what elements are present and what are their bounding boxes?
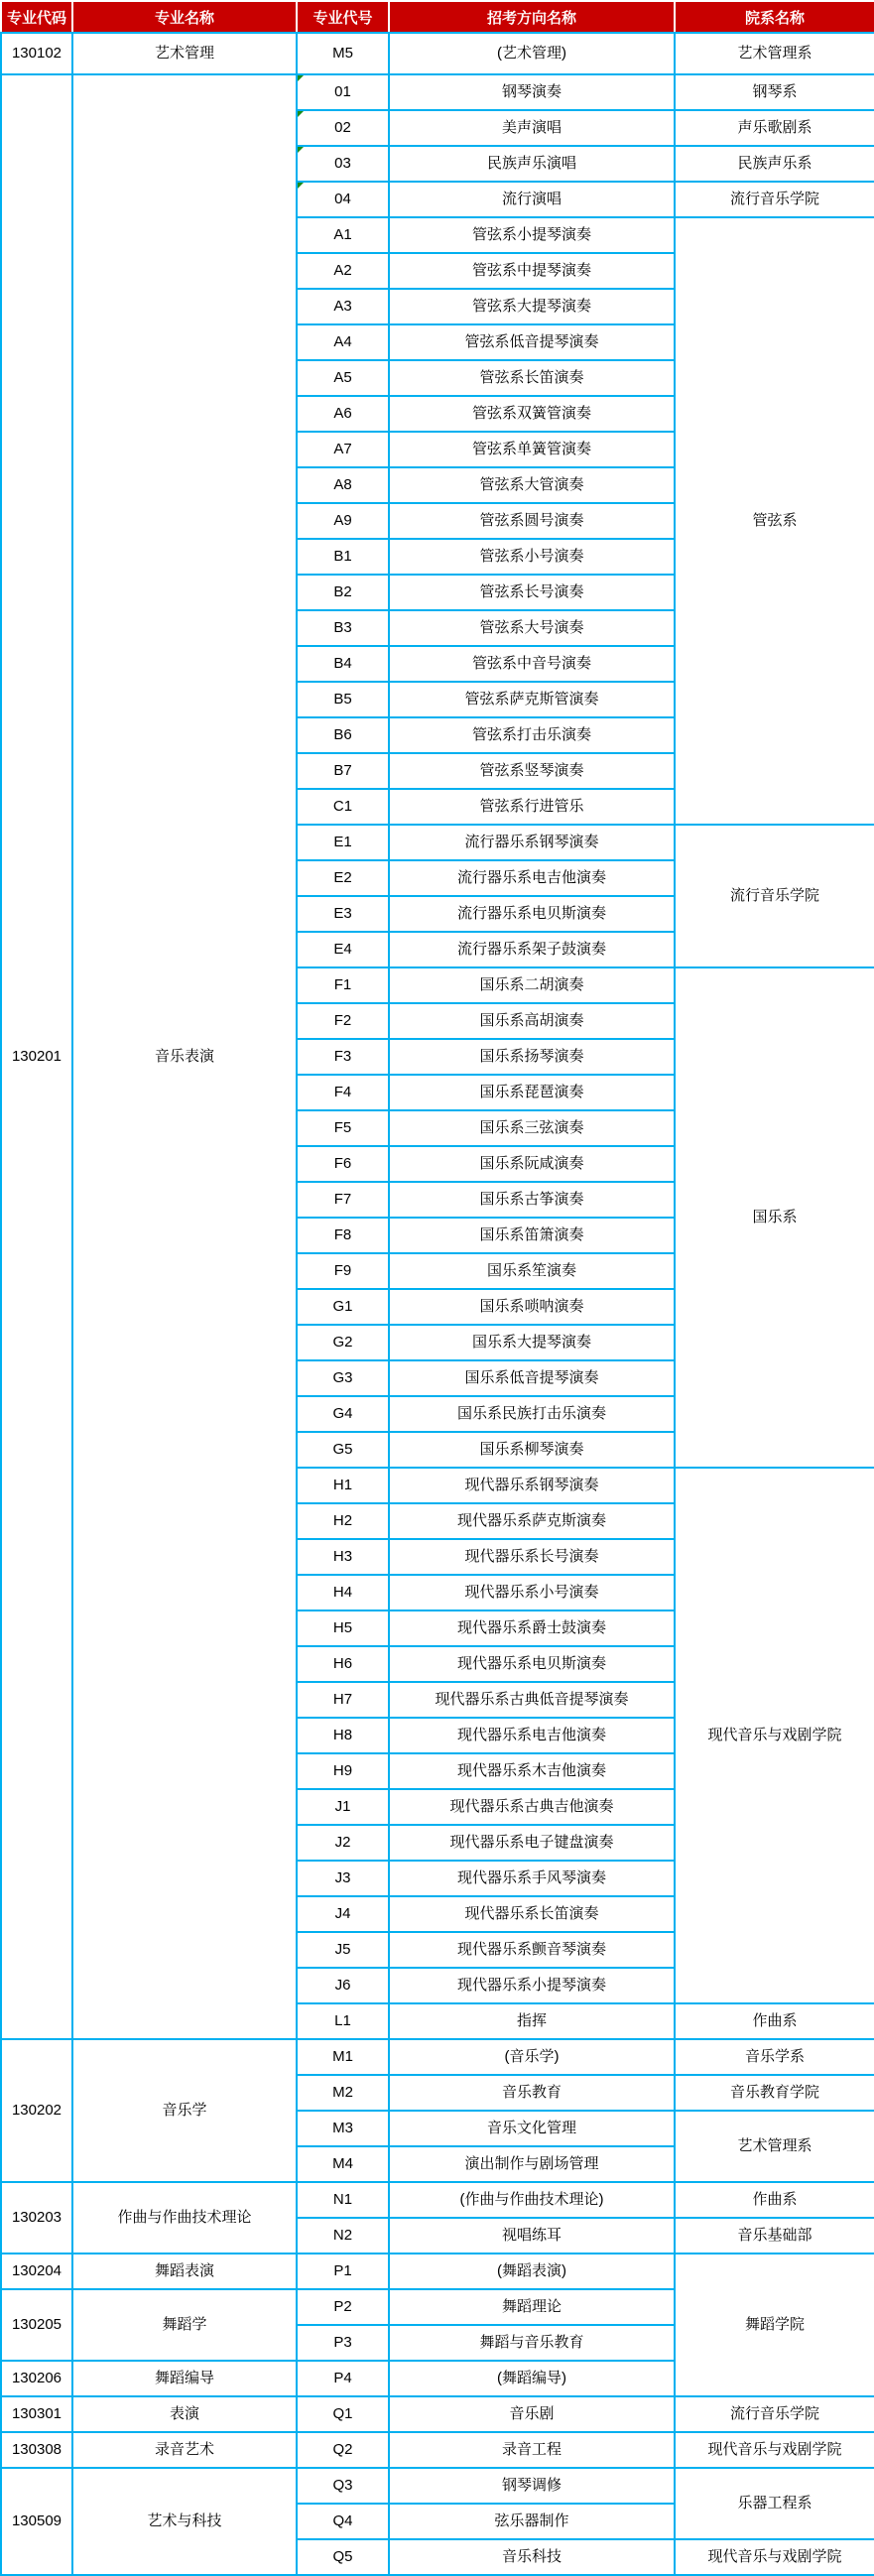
table-row xyxy=(1,2254,874,2289)
direction-code-cell xyxy=(297,2396,389,2432)
direction-code-cell xyxy=(297,2182,389,2218)
major-code-cell: 130204 xyxy=(1,2254,72,2289)
table-row xyxy=(1,2396,874,2432)
direction-code-cell xyxy=(297,1146,389,1182)
direction-name-cell: 现代器乐系电子键盘演奏 xyxy=(389,1825,675,1861)
direction-name-cell: 舞蹈与音乐教育 xyxy=(389,2325,675,2361)
direction-code-text: F6 xyxy=(333,1155,352,1173)
direction-code-cell xyxy=(297,967,389,1003)
direction-code-cell xyxy=(297,789,389,825)
direction-name-cell: 视唱练耳 xyxy=(389,2218,675,2254)
direction-code-cell xyxy=(297,1718,389,1753)
col-header-major-code: 专业代码 xyxy=(1,1,72,33)
direction-name-cell: 音乐文化管理 xyxy=(389,2111,675,2146)
direction-code-cell xyxy=(297,2361,389,2396)
direction-name-cell: (艺术管理) xyxy=(389,33,675,74)
direction-name-cell: 演出制作与剧场管理 xyxy=(389,2146,675,2182)
direction-code-cell xyxy=(297,1289,389,1325)
direction-name-cell: 现代器乐系手风琴演奏 xyxy=(389,1861,675,1896)
direction-code-text: H1 xyxy=(332,1477,353,1494)
direction-code-text: N1 xyxy=(332,2191,353,2209)
direction-code-text: J5 xyxy=(334,1941,351,1959)
direction-code-text: B3 xyxy=(333,619,352,637)
direction-name-cell: 音乐科技 xyxy=(389,2539,675,2575)
direction-name-cell: 国乐系民族打击乐演奏 xyxy=(389,1396,675,1432)
department-cell: 乐器工程系 xyxy=(675,2468,874,2539)
direction-code-cell xyxy=(297,825,389,860)
header-row xyxy=(1,1,874,33)
major-name-cell: 艺术管理 xyxy=(72,33,297,74)
major-name-cell: 录音艺术 xyxy=(72,2432,297,2468)
direction-code-cell xyxy=(297,1468,389,1503)
direction-name-cell: 现代器乐系爵士鼓演奏 xyxy=(389,1610,675,1646)
direction-code-cell xyxy=(297,253,389,289)
direction-code-text: 04 xyxy=(334,191,351,208)
direction-name-cell: 现代器乐系小提琴演奏 xyxy=(389,1968,675,2003)
direction-name-cell: (音乐学) xyxy=(389,2039,675,2075)
direction-code-text: H4 xyxy=(332,1584,353,1602)
direction-code-cell xyxy=(297,1218,389,1253)
direction-code-text: Q1 xyxy=(332,2405,353,2423)
direction-code-text: P1 xyxy=(333,2262,352,2280)
direction-name-cell: 管弦系小号演奏 xyxy=(389,539,675,575)
direction-code-cell xyxy=(297,110,389,146)
direction-name-cell: 流行器乐系电贝斯演奏 xyxy=(389,896,675,932)
direction-code-text: A7 xyxy=(333,441,352,458)
direction-code-cell xyxy=(297,33,389,74)
direction-code-text: G4 xyxy=(332,1405,353,1423)
direction-code-cell xyxy=(297,1896,389,1932)
direction-code-text: 01 xyxy=(334,83,351,101)
direction-code-cell xyxy=(297,2325,389,2361)
direction-code-cell xyxy=(297,2039,389,2075)
direction-name-cell: 现代器乐系木吉他演奏 xyxy=(389,1753,675,1789)
cell-corner-marker-icon xyxy=(298,111,304,117)
direction-code-cell xyxy=(297,1075,389,1110)
department-cell: 流行音乐学院 xyxy=(675,825,874,967)
direction-code-text: P2 xyxy=(333,2298,352,2316)
department-cell: 流行音乐学院 xyxy=(675,2396,874,2432)
direction-name-cell: 管弦系长笛演奏 xyxy=(389,360,675,396)
direction-code-text: G5 xyxy=(332,1441,353,1459)
direction-code-text: P3 xyxy=(333,2334,352,2352)
department-cell: 作曲系 xyxy=(675,2003,874,2039)
direction-name-cell: 流行器乐系电吉他演奏 xyxy=(389,860,675,896)
major-name-cell: 舞蹈编导 xyxy=(72,2361,297,2396)
direction-code-text: M2 xyxy=(332,2084,353,2102)
direction-name-cell: 现代器乐系古典吉他演奏 xyxy=(389,1789,675,1825)
direction-code-text: A4 xyxy=(333,333,352,351)
direction-code-text: F5 xyxy=(333,1119,352,1137)
direction-name-cell: 钢琴演奏 xyxy=(389,74,675,110)
direction-code-cell xyxy=(297,1575,389,1610)
direction-code-cell xyxy=(297,467,389,503)
direction-name-cell: (作曲与作曲技术理论) xyxy=(389,2182,675,2218)
direction-code-text: N2 xyxy=(332,2227,353,2245)
col-header-major-name: 专业名称 xyxy=(72,1,297,33)
department-cell: 流行音乐学院 xyxy=(675,182,874,217)
direction-code-cell xyxy=(297,2146,389,2182)
direction-code-text: A3 xyxy=(333,298,352,316)
department-cell: 音乐基础部 xyxy=(675,2218,874,2254)
direction-code-text: A9 xyxy=(333,512,352,530)
direction-name-cell: 管弦系萨克斯管演奏 xyxy=(389,682,675,717)
direction-code-cell xyxy=(297,74,389,110)
direction-code-cell xyxy=(297,682,389,717)
direction-code-cell xyxy=(297,396,389,432)
direction-code-cell xyxy=(297,1825,389,1861)
direction-name-cell: 现代器乐系电贝斯演奏 xyxy=(389,1646,675,1682)
direction-code-text: F1 xyxy=(333,976,352,994)
direction-code-cell xyxy=(297,1932,389,1968)
direction-name-cell: 管弦系行进管乐 xyxy=(389,789,675,825)
direction-name-cell: 管弦系双簧管演奏 xyxy=(389,396,675,432)
department-cell: 现代音乐与戏剧学院 xyxy=(675,1468,874,2003)
direction-name-cell: 流行器乐系钢琴演奏 xyxy=(389,825,675,860)
direction-name-cell: 国乐系三弦演奏 xyxy=(389,1110,675,1146)
direction-name-cell: 流行器乐系架子鼓演奏 xyxy=(389,932,675,967)
direction-code-cell xyxy=(297,575,389,610)
major-code-cell: 130308 xyxy=(1,2432,72,2468)
direction-code-cell xyxy=(297,2003,389,2039)
direction-name-cell: 录音工程 xyxy=(389,2432,675,2468)
direction-name-cell: 管弦系中提琴演奏 xyxy=(389,253,675,289)
cell-corner-marker-icon xyxy=(298,147,304,153)
major-name-cell: 作曲与作曲技术理论 xyxy=(72,2182,297,2254)
department-cell: 管弦系 xyxy=(675,217,874,825)
direction-code-cell xyxy=(297,432,389,467)
direction-code-cell xyxy=(297,1325,389,1360)
direction-code-text: B4 xyxy=(333,655,352,673)
direction-code-text: H6 xyxy=(332,1655,353,1673)
direction-name-cell: 音乐教育 xyxy=(389,2075,675,2111)
major-code-cell: 130203 xyxy=(1,2182,72,2254)
direction-code-text: F4 xyxy=(333,1084,352,1101)
direction-code-text: H7 xyxy=(332,1691,353,1709)
direction-name-cell: (舞蹈表演) xyxy=(389,2254,675,2289)
major-name-cell: 舞蹈表演 xyxy=(72,2254,297,2289)
direction-code-text: A6 xyxy=(333,405,352,423)
direction-code-cell xyxy=(297,2539,389,2575)
direction-code-text: M3 xyxy=(332,2120,353,2137)
direction-code-cell xyxy=(297,1360,389,1396)
direction-code-text: G3 xyxy=(332,1369,353,1387)
major-code-cell: 130202 xyxy=(1,2039,72,2182)
direction-code-cell xyxy=(297,2111,389,2146)
direction-name-cell: 国乐系高胡演奏 xyxy=(389,1003,675,1039)
direction-code-text: J6 xyxy=(334,1977,351,1995)
direction-code-text: G1 xyxy=(332,1298,353,1316)
direction-code-cell xyxy=(297,646,389,682)
table-row xyxy=(1,2182,874,2218)
direction-code-text: J2 xyxy=(334,1834,351,1852)
direction-code-text: E4 xyxy=(333,941,352,959)
direction-code-text: H2 xyxy=(332,1512,353,1530)
direction-code-cell xyxy=(297,289,389,324)
direction-name-cell: 现代器乐系长号演奏 xyxy=(389,1539,675,1575)
direction-code-text: F3 xyxy=(333,1048,352,1066)
direction-name-cell: 管弦系低音提琴演奏 xyxy=(389,324,675,360)
direction-name-cell: 现代器乐系小号演奏 xyxy=(389,1575,675,1610)
col-header-direction-name: 招考方向名称 xyxy=(389,1,675,33)
direction-name-cell: 国乐系阮咸演奏 xyxy=(389,1146,675,1182)
direction-code-text: A5 xyxy=(333,369,352,387)
direction-code-cell xyxy=(297,753,389,789)
direction-code-cell xyxy=(297,217,389,253)
table-row xyxy=(1,2039,874,2075)
direction-code-text: H3 xyxy=(332,1548,353,1566)
direction-code-text: E2 xyxy=(333,869,352,887)
department-cell: 音乐教育学院 xyxy=(675,2075,874,2111)
direction-code-text: B1 xyxy=(333,548,352,566)
direction-code-text: E3 xyxy=(333,905,352,923)
direction-code-text: Q2 xyxy=(332,2441,353,2459)
direction-code-text: A1 xyxy=(333,226,352,244)
direction-code-cell xyxy=(297,146,389,182)
direction-name-cell: 国乐系唢呐演奏 xyxy=(389,1289,675,1325)
direction-code-cell xyxy=(297,1110,389,1146)
direction-code-text: B5 xyxy=(333,691,352,708)
direction-code-cell xyxy=(297,896,389,932)
direction-name-cell: 管弦系单簧管演奏 xyxy=(389,432,675,467)
direction-code-cell xyxy=(297,932,389,967)
direction-name-cell: 国乐系低音提琴演奏 xyxy=(389,1360,675,1396)
direction-name-cell: 现代器乐系古典低音提琴演奏 xyxy=(389,1682,675,1718)
direction-code-cell xyxy=(297,2218,389,2254)
direction-code-cell xyxy=(297,2504,389,2539)
direction-code-text: Q5 xyxy=(332,2548,353,2566)
department-cell: 作曲系 xyxy=(675,2182,874,2218)
direction-code-cell xyxy=(297,1503,389,1539)
direction-name-cell: 管弦系小提琴演奏 xyxy=(389,217,675,253)
direction-name-cell: 现代器乐系长笛演奏 xyxy=(389,1896,675,1932)
direction-name-cell: 音乐剧 xyxy=(389,2396,675,2432)
direction-code-cell xyxy=(297,1682,389,1718)
direction-code-cell xyxy=(297,1646,389,1682)
direction-code-cell xyxy=(297,717,389,753)
direction-code-cell xyxy=(297,324,389,360)
major-code-cell: 130509 xyxy=(1,2468,72,2575)
department-cell: 现代音乐与戏剧学院 xyxy=(675,2432,874,2468)
table-row xyxy=(1,2468,874,2504)
direction-code-text: J3 xyxy=(334,1869,351,1887)
direction-code-cell xyxy=(297,860,389,896)
direction-code-cell xyxy=(297,1396,389,1432)
direction-name-cell: 管弦系圆号演奏 xyxy=(389,503,675,539)
direction-name-cell: 管弦系长号演奏 xyxy=(389,575,675,610)
direction-code-cell xyxy=(297,182,389,217)
direction-code-text: G2 xyxy=(332,1334,353,1352)
department-cell: 舞蹈学院 xyxy=(675,2254,874,2396)
direction-code-text: H9 xyxy=(332,1762,353,1780)
direction-code-text: P4 xyxy=(333,2370,352,2387)
direction-name-cell: 管弦系大提琴演奏 xyxy=(389,289,675,324)
direction-code-cell xyxy=(297,2254,389,2289)
direction-code-cell xyxy=(297,2289,389,2325)
direction-code-cell xyxy=(297,539,389,575)
direction-code-text: J4 xyxy=(334,1905,351,1923)
direction-code-cell xyxy=(297,2468,389,2504)
col-header-department-name: 院系名称 xyxy=(675,1,874,33)
direction-name-cell: (舞蹈编导) xyxy=(389,2361,675,2396)
major-name-cell: 音乐学 xyxy=(72,2039,297,2182)
direction-code-cell xyxy=(297,1610,389,1646)
major-code-cell: 130201 xyxy=(1,74,72,2039)
direction-name-cell: 流行演唱 xyxy=(389,182,675,217)
direction-code-text: B7 xyxy=(333,762,352,780)
direction-code-text: A2 xyxy=(333,262,352,280)
department-cell: 艺术管理系 xyxy=(675,33,874,74)
table-row xyxy=(1,74,874,110)
department-cell: 音乐学系 xyxy=(675,2039,874,2075)
direction-name-cell: 民族声乐演唱 xyxy=(389,146,675,182)
table-body xyxy=(1,33,874,2575)
direction-code-text: H5 xyxy=(332,1619,353,1637)
direction-code-text: B6 xyxy=(333,726,352,744)
direction-code-cell xyxy=(297,1861,389,1896)
direction-code-text: B2 xyxy=(333,583,352,601)
col-header-direction-code: 专业代号 xyxy=(297,1,389,33)
major-name-cell: 艺术与科技 xyxy=(72,2468,297,2575)
direction-code-text: M5 xyxy=(332,45,353,63)
direction-code-cell xyxy=(297,2432,389,2468)
department-cell: 艺术管理系 xyxy=(675,2111,874,2182)
direction-code-text: F2 xyxy=(333,1012,352,1030)
direction-code-cell xyxy=(297,1432,389,1468)
direction-code-cell xyxy=(297,1182,389,1218)
direction-name-cell: 管弦系打击乐演奏 xyxy=(389,717,675,753)
major-code-cell: 130206 xyxy=(1,2361,72,2396)
direction-name-cell: 国乐系琵琶演奏 xyxy=(389,1075,675,1110)
direction-code-cell xyxy=(297,1789,389,1825)
major-name-cell: 表演 xyxy=(72,2396,297,2432)
department-cell: 国乐系 xyxy=(675,967,874,1468)
direction-name-cell: 现代器乐系萨克斯演奏 xyxy=(389,1503,675,1539)
direction-code-text: J1 xyxy=(334,1798,351,1816)
direction-name-cell: 指挥 xyxy=(389,2003,675,2039)
table-header xyxy=(1,1,874,33)
direction-code-text: 02 xyxy=(334,119,351,137)
direction-name-cell: 弦乐器制作 xyxy=(389,2504,675,2539)
direction-name-cell: 现代器乐系电吉他演奏 xyxy=(389,1718,675,1753)
direction-name-cell: 现代器乐系颤音琴演奏 xyxy=(389,1932,675,1968)
direction-code-text: M1 xyxy=(332,2048,353,2066)
direction-code-cell xyxy=(297,1039,389,1075)
direction-name-cell: 舞蹈理论 xyxy=(389,2289,675,2325)
direction-name-cell: 国乐系笛箫演奏 xyxy=(389,1218,675,1253)
major-name-cell: 音乐表演 xyxy=(72,74,297,2039)
direction-name-cell: 国乐系大提琴演奏 xyxy=(389,1325,675,1360)
major-name-cell: 舞蹈学 xyxy=(72,2289,297,2361)
major-code-cell: 130102 xyxy=(1,33,72,74)
direction-code-text: F7 xyxy=(333,1191,352,1209)
direction-code-cell xyxy=(297,1753,389,1789)
direction-code-text: E1 xyxy=(333,834,352,851)
direction-name-cell: 国乐系笙演奏 xyxy=(389,1253,675,1289)
direction-code-text: F8 xyxy=(333,1226,352,1244)
table-row xyxy=(1,33,874,74)
table-row xyxy=(1,2432,874,2468)
department-cell: 现代音乐与戏剧学院 xyxy=(675,2539,874,2575)
direction-code-text: 03 xyxy=(334,155,351,173)
direction-code-cell xyxy=(297,503,389,539)
cell-corner-marker-icon xyxy=(298,75,304,81)
direction-name-cell: 管弦系大管演奏 xyxy=(389,467,675,503)
direction-code-cell xyxy=(297,610,389,646)
direction-code-text: A8 xyxy=(333,476,352,494)
major-code-cell: 130205 xyxy=(1,2289,72,2361)
direction-code-text: F9 xyxy=(333,1262,352,1280)
department-cell: 钢琴系 xyxy=(675,74,874,110)
direction-code-text: Q4 xyxy=(332,2512,353,2530)
direction-name-cell: 国乐系古筝演奏 xyxy=(389,1182,675,1218)
direction-code-text: M4 xyxy=(332,2155,353,2173)
direction-code-cell xyxy=(297,1539,389,1575)
direction-code-text: L1 xyxy=(334,2012,351,2030)
direction-code-text: Q3 xyxy=(332,2477,353,2495)
department-cell: 民族声乐系 xyxy=(675,146,874,182)
direction-code-text: H8 xyxy=(332,1727,353,1744)
direction-name-cell: 管弦系中音号演奏 xyxy=(389,646,675,682)
major-code-cell: 130301 xyxy=(1,2396,72,2432)
direction-name-cell: 美声演唱 xyxy=(389,110,675,146)
direction-name-cell: 国乐系扬琴演奏 xyxy=(389,1039,675,1075)
direction-code-text: C1 xyxy=(332,798,353,816)
direction-code-cell xyxy=(297,1003,389,1039)
direction-name-cell: 国乐系二胡演奏 xyxy=(389,967,675,1003)
direction-name-cell: 现代器乐系钢琴演奏 xyxy=(389,1468,675,1503)
direction-code-cell xyxy=(297,2075,389,2111)
cell-corner-marker-icon xyxy=(298,183,304,189)
direction-code-cell xyxy=(297,360,389,396)
direction-name-cell: 国乐系柳琴演奏 xyxy=(389,1432,675,1468)
direction-name-cell: 管弦系大号演奏 xyxy=(389,610,675,646)
direction-name-cell: 钢琴调修 xyxy=(389,2468,675,2504)
department-cell: 声乐歌剧系 xyxy=(675,110,874,146)
direction-code-cell xyxy=(297,1968,389,2003)
direction-name-cell: 管弦系竖琴演奏 xyxy=(389,753,675,789)
direction-code-cell xyxy=(297,1253,389,1289)
